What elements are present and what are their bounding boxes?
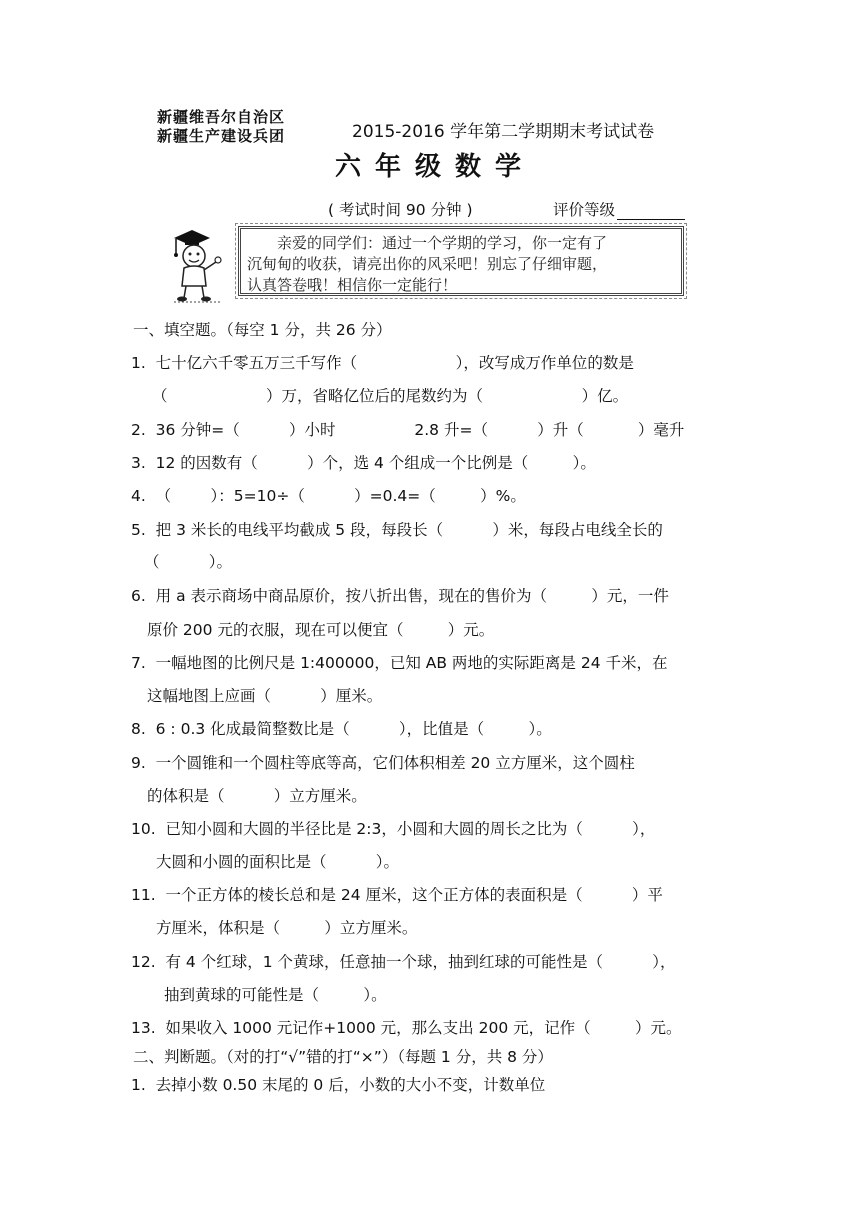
question-11-cont: 方厘米，体积是（ ）立方厘米。 <box>156 919 418 937</box>
question-7-cont: 这幅地图上应画（ ）厘米。 <box>147 687 383 705</box>
question-5: 5. 把 3 米长的电线平均截成 5 段，每段长（ ）米，每段占电线全长的 <box>131 521 663 539</box>
grade-blank-line <box>617 203 685 220</box>
graduate-mascot-icon <box>170 224 232 304</box>
question-6: 6. 用 a 表示商场中商品原价，按八折出售，现在的售价为（ ）元，一件 <box>131 587 669 605</box>
message-line: 认真答卷哦！相信你一定能行！ <box>247 276 458 294</box>
encouragement-box <box>238 226 684 296</box>
question-9: 9. 一个圆锥和一个圆柱等底等高，它们体积相差 20 立方厘米，这个圆柱 <box>131 754 635 772</box>
question-13: 13. 如果收入 1000 元记作+1000 元，那么支出 200 元，记作（ ）元。 <box>131 1019 682 1037</box>
grade-field <box>553 198 685 220</box>
question-9-cont: 的体积是（ ）立方厘米。 <box>147 787 367 805</box>
subject-title: 六年级数学 <box>334 152 535 182</box>
exam-title: 2015-2016 学年第二学期期末考试试卷 <box>352 122 655 142</box>
question-10: 10. 已知小圆和大圆的半径比是 2:3，小圆和大圆的周长之比为（ ）， <box>131 820 656 838</box>
question-7: 7. 一幅地图的比例尺是 1:400000，已知 AB 两地的实际距离是 24 千米，在 <box>131 654 668 672</box>
org-name-line1: 新疆维吾尔自治区 <box>157 108 286 126</box>
question-10-cont: 大圆和小圆的面积比是（ ）。 <box>156 853 400 871</box>
tf-question-1: 1. 去掉小数 0.50 末尾的 0 后，小数的大小不变，计数单位 <box>131 1076 546 1094</box>
question-3: 3. 12 的因数有（ ）个，选 4 个组成一个比例是（ ）。 <box>131 454 596 472</box>
question-11: 11. 一个正方体的棱长总和是 24 厘米，这个正方体的表面积是（ ）平 <box>131 886 663 904</box>
question-2: 2. 36 分钟=（ ）小时 2.8 升=（ ）升（ ）毫升 <box>131 421 685 439</box>
section-true-false: 二、判断题。（对的打“√”错的打“×”）（每题 1 分，共 8 分） <box>133 1048 553 1066</box>
grade-label: 评价等级 <box>553 201 616 219</box>
question-1-cont: （ ）万，省略亿位后的尾数约为（ ）亿。 <box>152 387 629 405</box>
message-line: 亲爱的同学们：通过一个学期的学习，你一定有了 <box>277 234 608 252</box>
message-line: 沉甸甸的收获，请亮出你的风采吧！别忘了仔细审题， <box>247 255 608 273</box>
question-8: 8. 6 : 0.3 化成最简整数比是（ ），比值是（ ）。 <box>131 720 552 738</box>
question-12-cont: 抽到黄球的可能性是（ ）。 <box>164 986 387 1004</box>
question-4: 4. （ ）：5=10÷（ ）=0.4=（ ）%。 <box>131 487 526 505</box>
question-6-cont: 原价 200 元的衣服，现在可以便宜（ ）元。 <box>147 621 495 639</box>
org-name-line2: 新疆生产建设兵团 <box>157 127 286 145</box>
question-5-cont: （ ）。 <box>144 553 233 571</box>
exam-time: ( 考试时间 90 分钟 ) <box>328 201 473 219</box>
question-12: 12. 有 4 个红球，1 个黄球，任意抽一个球，抽到红球的可能性是（ ）， <box>131 953 676 971</box>
question-1: 1. 七十亿六千零五万三千写作（ ），改写成万作单位的数是 <box>131 354 634 372</box>
section-fill-blank: 一、填空题。（每空 1 分，共 26 分） <box>133 321 392 339</box>
